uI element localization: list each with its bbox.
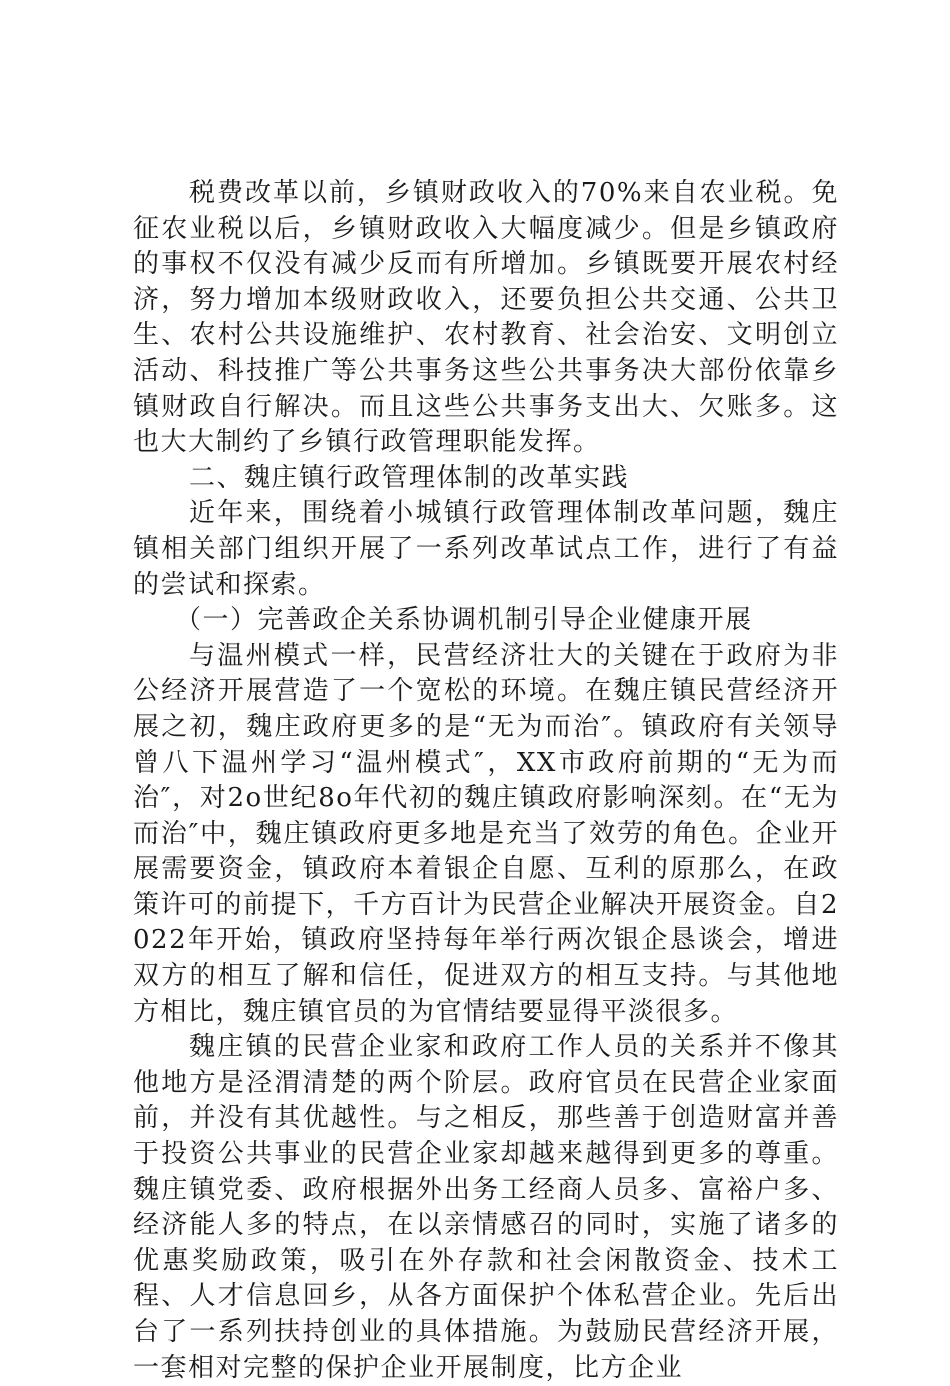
paragraph-wenzhou-model: 与温州模式一样，民营经济壮大的关键在于政府为非公经济开展营造了一个宽松的环境。在魏庄镇民营经济开展之初，魏庄政府更多的是“无为而治″。镇政府有关领导曾八下温州学习“温州模式″，XX市政府前期的“无为而治″，对2o世纪8o年代初的魏庄镇政府影响深刻。在“无为而治″中，魏庄镇政府更多地是充当了效劳的角色。企业开展需要资金，镇政府本着银企自愿、互利的原那么，在政策许可的前提下，千方百计为民营企业解决开展资金。自2022年开始，镇政府坚持每年举行两次银企恳谈会，增进双方的相互了解和信任，促进双方的相互支持。与其他地方相比，魏庄镇官员的为官情结要显得平淡很多。 <box>133 640 839 1027</box>
subsection-heading-gov-enterprise: （一）完善政企关系协调机制引导企业健康开展 <box>175 605 753 636</box>
section-heading-reform-practice: 二、魏庄镇行政管理体制的改革实践 <box>189 462 630 493</box>
paragraph-reform-pilot: 近年来，围绕着小城镇行政管理体制改革问题，魏庄镇相关部门组织开展了一系列改革试点工作，进行了有益的尝试和探索。 <box>133 498 839 600</box>
document-page <box>133 176 839 1386</box>
paragraph-entrepreneurs: 魏庄镇的民营企业家和政府工作人员的关系并不像其他地方是泾渭清楚的两个阶层。政府官员在民营企业家面前，并没有其优越性。与之相反，那些善于创造财富并善于投资公共事业的民营企业家却越来越得到更多的尊重。魏庄镇党委、政府根据外出务工经商人员多、富裕户多、经济能人多的特点，在以亲情感召的同时，实施了诸多的优惠奖励政策，吸引在外存款和社会闲散资金、技术工程、人才信息回乡，从各方面保护个体私营企业。先后出台了一系列扶持创业的具体措施。为鼓励民营经济开展，一套相对完整的保护企业开展制度，比方企业 <box>133 1032 839 1383</box>
paragraph-tax-reform: 税费改革以前，乡镇财政收入的70%来自农业税。免征农业税以后，乡镇财政收入大幅度减少。但是乡镇政府的事权不仅没有减少反而有所增加。乡镇既要开展农村经济，努力增加本级财政收入，还要负担公共交通、公共卫生、农村公共设施维护、农村教育、社会治安、文明创立活动、科技推广等公共事务这些公共事务决大部份依靠乡镇财政自行解决。而且这些公共事务支出大、欠账多。这也大大制约了乡镇行政管理职能发挥。 <box>133 178 839 458</box>
